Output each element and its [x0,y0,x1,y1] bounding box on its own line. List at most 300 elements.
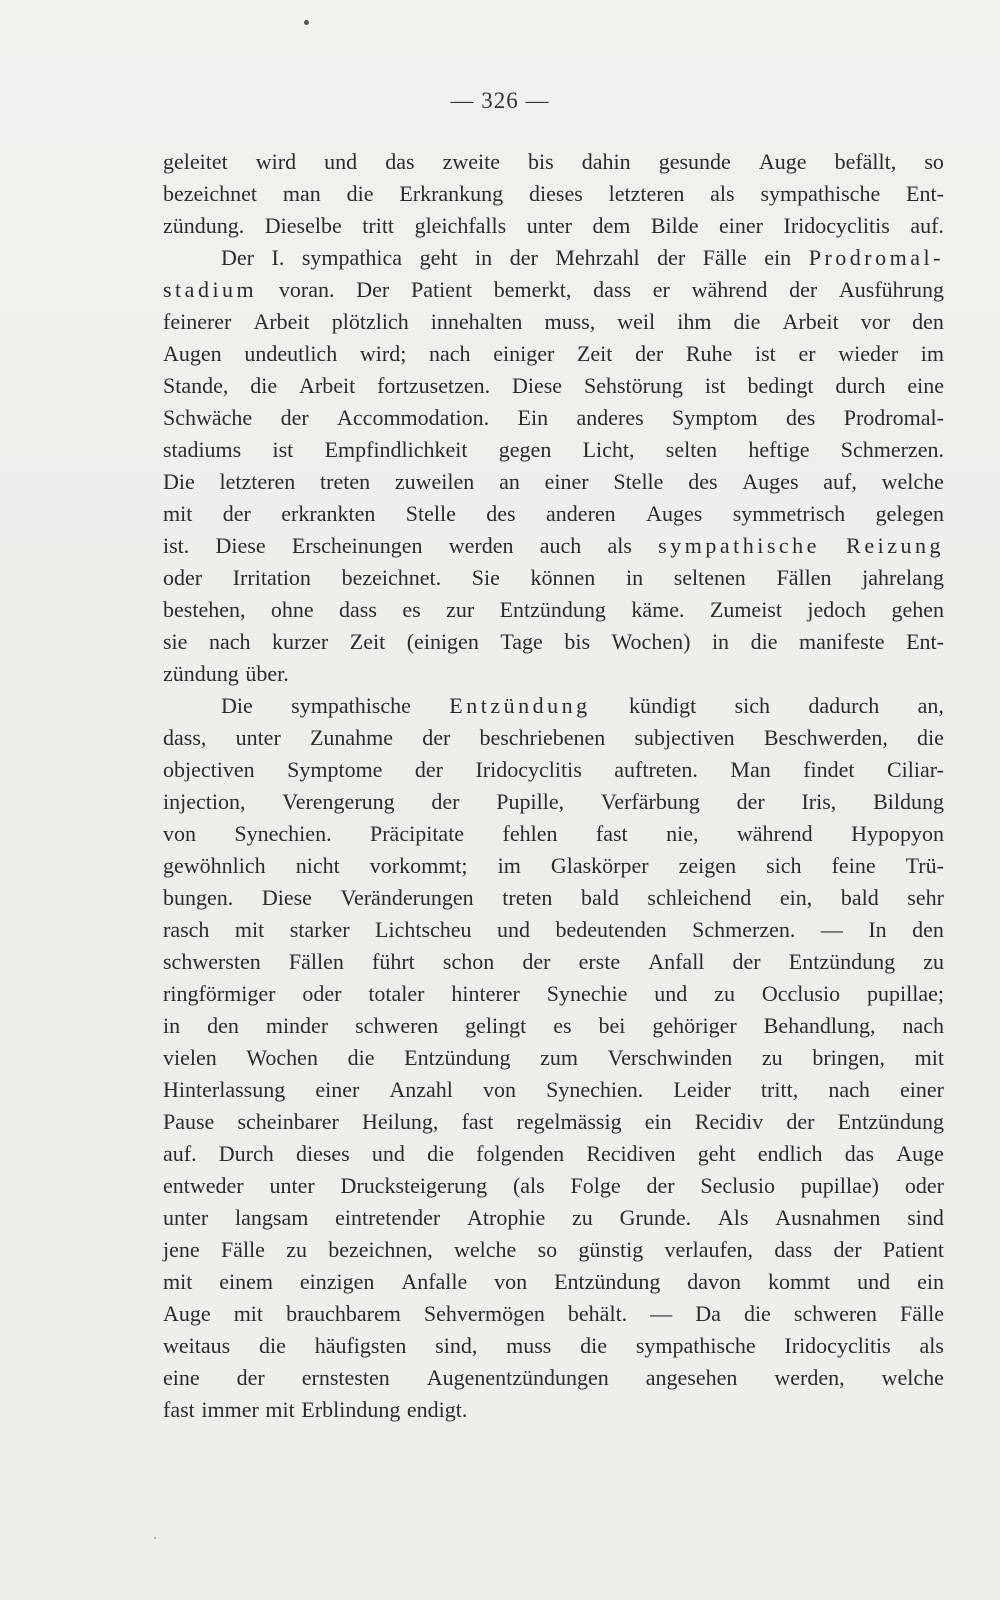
text-line [163,1074,944,1106]
word: Entzündung [499,597,606,622]
word: Dieselbe [264,213,342,238]
word: fortzusetzen. [377,373,491,398]
word: dem [592,213,631,238]
word: es [553,1013,572,1038]
word: der [732,949,761,974]
word: hinterer [451,981,520,1006]
word: Synechie [546,981,628,1006]
word: Mehrzahl [555,245,640,270]
word: Reizung [846,533,944,558]
word: die [259,1333,286,1358]
word: die [580,1333,608,1358]
word: nicht [295,853,340,878]
text-line [163,946,944,978]
word: oder [163,565,203,590]
word: befällt, [834,149,897,174]
word: zuweilen [394,469,475,494]
page-number: — 326 — [450,88,550,113]
word: die [347,1045,375,1070]
word: bedingt [747,373,814,398]
word: bis [528,149,554,174]
word: kommt [767,1269,831,1294]
word: unter [269,1173,315,1198]
word: symmetrisch [732,501,846,526]
word: voran. [278,277,335,302]
word: Sie [471,565,500,590]
word: oder [904,1173,944,1198]
word: schleichend [647,885,752,910]
word: der [657,245,686,270]
word: nie, [666,821,699,846]
word: dadurch [808,693,880,718]
word: entweder [163,1173,244,1198]
word: Auge [163,1301,211,1326]
word: gewöhnlich [163,853,266,878]
word: ein [764,245,792,270]
word: minder [265,1013,329,1038]
word: sympathica [301,245,403,270]
word: ihm [677,309,712,334]
word: Entzündung [837,1109,944,1134]
word: Zeit [576,341,613,366]
word: einer [899,1077,944,1102]
text-line [163,1010,944,1042]
word: Auge [758,149,807,174]
word: endlich [757,1141,823,1166]
word: Erblindung [301,1397,401,1422]
word: und [324,149,358,174]
word: Fälle [702,245,747,270]
word: Der [221,245,254,270]
word: über. [245,661,289,686]
word: Patient [410,277,473,302]
word: in [475,245,493,270]
word: davon [687,1269,742,1294]
word: Schmerzen. [692,917,796,942]
word: kündigt [628,693,697,718]
text-line [163,754,944,786]
word: der [280,405,309,430]
word: Diese [215,533,266,558]
word: erste [578,949,621,974]
word: Erscheinungen [291,533,423,558]
word: Lichtscheu [375,917,472,942]
word: Auges [646,501,703,526]
text-line [163,722,944,754]
word: mit [163,501,193,526]
word: schon [442,949,495,974]
word: die [733,309,761,334]
word: seltenen [673,565,746,590]
word: Leider [673,1077,731,1102]
text-line [163,882,944,914]
word: plötzlich [331,309,409,334]
word: Wochen [246,1045,318,1070]
word: Zeit [349,629,386,654]
word: der [635,341,664,366]
word: vielen [163,1045,217,1070]
word: sie [163,629,188,654]
word: eine [163,1365,200,1390]
word: Arbeit [299,373,356,398]
word: dieses [295,1141,350,1166]
word: gelegen [875,501,944,526]
word: sympathische [635,1333,756,1358]
word: pupillae) [800,1173,879,1198]
word: ringförmiger [163,981,276,1006]
word: Pupille, [496,789,565,814]
word: ist [754,341,776,366]
word: schweren [793,1301,877,1326]
word: ernstesten [301,1365,390,1390]
text-line [163,466,944,498]
text-line [163,1170,944,1202]
word: bald [580,885,619,910]
word: Recidiven [586,1141,676,1166]
word: Ent- [906,181,944,206]
word: die [427,1141,454,1166]
word: Licht, [582,437,635,462]
word: Tage [500,629,543,654]
word: pupillae; [866,981,944,1006]
word: Ausführung [838,277,944,302]
word: wieder [838,341,899,366]
word: Atrophie [467,1205,546,1230]
word: Veränderungen [340,885,474,910]
word: dahin [581,149,631,174]
word: Auge [896,1141,944,1166]
word: bald [840,885,879,910]
word: verlaufen, [664,1237,754,1262]
word: des [786,405,816,430]
word: Diese [261,885,312,910]
word: treten [320,469,371,494]
word: Präcipitate [370,821,465,846]
word: dass [339,597,377,622]
word: Verschwinden [607,1045,733,1070]
word: stadiums [163,437,242,462]
word: gegen [498,437,552,462]
word: Stelle [405,501,456,526]
word: zündung. [163,213,245,238]
word: fast [461,1109,494,1134]
word: zu [714,981,735,1006]
word: mit [265,1397,295,1422]
word: so [537,1237,558,1262]
word: unter [526,213,572,238]
word: Stande, [163,373,229,398]
word: mit [234,917,265,942]
word: totaler [368,981,425,1006]
word: bezeichnet. [341,565,442,590]
word: Iridocyclitis [783,213,890,238]
word: Trü- [905,853,944,878]
text-line [163,210,944,242]
word: dass [774,1237,813,1262]
word: einzigen [299,1269,375,1294]
word: ein [644,1109,672,1134]
word: (als [512,1173,545,1198]
word: nach [208,629,251,654]
text-line [163,530,944,562]
word: geht [697,1141,736,1166]
text-line [163,850,944,882]
word: Arbeit [782,309,839,334]
word: zu [923,949,944,974]
word: auf, [823,469,857,494]
word: Durch [218,1141,274,1166]
word: und [654,981,688,1006]
word: zeigen [678,853,737,878]
word: anderen [546,501,616,526]
word: dass [593,277,632,302]
word: Hinterlassung [163,1077,286,1102]
word: bungen. [163,885,234,910]
text-line [163,690,944,722]
text-line [163,306,944,338]
word: so [924,149,944,174]
word: man [282,181,321,206]
word: heftige [748,437,810,462]
word: sehr [907,885,944,910]
word: nach [828,1077,870,1102]
word: Auges [742,469,799,494]
word: die [917,725,944,750]
word: mit [163,1269,193,1294]
word: Sehstörung [583,373,683,398]
word: Synechien. [546,1077,644,1102]
word: der [236,1365,265,1390]
word: die [346,181,374,206]
word: einer [544,469,589,494]
word: schweren [355,1013,439,1038]
word: gleichfalls [414,213,507,238]
text-line [163,658,944,690]
word: regelmässig [516,1109,622,1134]
word: das [385,149,415,174]
word: auf. [910,213,944,238]
word: treten [502,885,553,910]
word: welche [881,1365,944,1390]
ink-speck [304,20,309,25]
ink-speck [154,1537,156,1539]
text-line [163,274,944,306]
word: und [371,1141,405,1166]
text-line [163,370,944,402]
word: an, [917,693,944,718]
word: ein, [779,885,813,910]
word: Entzündung [554,1269,661,1294]
word: und [497,917,531,942]
word: auch [539,533,582,558]
text-line [163,1106,944,1138]
word: Ruhe [685,341,733,366]
word: den [207,1013,239,1038]
text-line [163,1330,944,1362]
word: sind [907,1205,944,1230]
word: ist [272,437,294,462]
word: an [499,469,520,494]
word: einiger [493,341,555,366]
word: angesehen [645,1365,738,1390]
word: Fällen [288,949,344,974]
word: oder [302,981,342,1006]
word: der [509,245,538,270]
word: feinerer [163,309,232,334]
word: während [691,277,768,302]
word: ein [917,1269,944,1294]
word: dass, [163,725,207,750]
word: undeutlich [244,341,338,366]
word: — [650,1301,673,1326]
text-line [163,914,944,946]
word: jahrelang [862,565,944,590]
text-line [163,626,944,658]
word: bringen, [812,1045,886,1070]
word: werden [448,533,514,558]
word: Anzahl [389,1077,453,1102]
text-line [163,786,944,818]
word: der [736,789,765,814]
word: unter [235,725,281,750]
word: einer [719,213,763,238]
word: Als [717,1205,749,1230]
word: als [919,1333,944,1358]
word: Ein [517,405,549,430]
word: der [414,757,444,782]
word: durch [835,373,886,398]
word: Synechien. [234,821,332,846]
word: geleitet [163,149,228,174]
word: zweite [442,149,500,174]
word: während [736,821,813,846]
word: Pause [163,1109,215,1134]
word: vor [860,309,891,334]
word: Augenentzündungen [426,1365,609,1390]
word: Drucksteigerung [340,1173,488,1198]
word: gehöriger [652,1013,737,1038]
word: welche [453,1237,517,1262]
word: fast [163,1397,195,1422]
word: vorkommt; [369,853,468,878]
word: die [743,1301,771,1326]
word: jedoch [807,597,867,622]
word: unter [163,1205,209,1230]
word: kurzer [272,629,329,654]
word: gelingt [465,1013,527,1038]
word: bedeutenden [555,917,667,942]
word: Fällen [776,565,832,590]
word: bezeichnen, [328,1237,433,1262]
word: Empfindlichkeit [324,437,468,462]
word: zu [761,1045,783,1070]
word: im [920,341,944,366]
word: Ent- [906,629,944,654]
word: gesunde [658,149,731,174]
word: Patient [882,1237,944,1262]
word: häufigsten [314,1333,407,1358]
word: geht [419,245,458,270]
word: manifeste [799,629,885,654]
word: erkrankten [281,501,376,526]
word: endigt. [406,1397,468,1422]
word: den [912,917,944,942]
word: können [530,565,596,590]
word: bezeichnet [163,181,258,206]
word: Schwäche [163,405,253,430]
word: Sehvermögen [423,1301,545,1326]
word: Zunahme [309,725,394,750]
word: Die [163,469,195,494]
word: eintretender [335,1205,441,1230]
word: bemerkt, [493,277,572,302]
word: der [786,1109,815,1134]
word: fehlen [502,821,558,846]
word: in [625,565,644,590]
word: Die [221,693,253,718]
word: fast [595,821,628,846]
word: führt [372,949,415,974]
word: Prodromal- [808,245,944,270]
word: des [688,469,718,494]
word: nach [429,341,471,366]
word: Beschwerden, [763,725,888,750]
word: mit [914,1045,944,1070]
word: rasch [163,917,210,942]
word: ist [704,373,726,398]
text-line [163,146,944,178]
word: Der [356,277,390,302]
word: käme. [631,597,685,622]
text-line [163,434,944,466]
word: Augen [163,341,222,366]
word: tritt, [760,1077,799,1102]
word: des [486,501,516,526]
word: der [431,789,460,814]
word: scheinbarer [237,1109,339,1134]
word: Arbeit [253,309,310,334]
word: subjectiven [634,725,735,750]
word: behält. [567,1301,628,1326]
word: jene [163,1237,200,1262]
word: dieses [529,181,583,206]
word: Anfalle [401,1269,468,1294]
word: In [868,917,887,942]
word: findet [803,757,855,782]
word: stadium [163,277,258,302]
text-line [163,562,944,594]
word: bis [564,629,591,654]
word: schwersten [163,949,261,974]
word: — [820,917,843,942]
word: günstig [578,1237,644,1262]
word: muss, [544,309,596,334]
word: eine [907,373,944,398]
text-line [163,1394,944,1426]
word: tritt [362,213,395,238]
word: Glaskörper [550,853,649,878]
word: Entzündung [788,949,896,974]
text-line [163,242,944,274]
word: Iridocyclitis [475,757,582,782]
word: Man [730,757,771,782]
word: Recidiv [694,1109,764,1134]
word: als [710,181,735,206]
word: wird; [359,341,407,366]
text-line [163,1266,944,1298]
word: einem [219,1269,273,1294]
word: injection, [163,789,246,814]
